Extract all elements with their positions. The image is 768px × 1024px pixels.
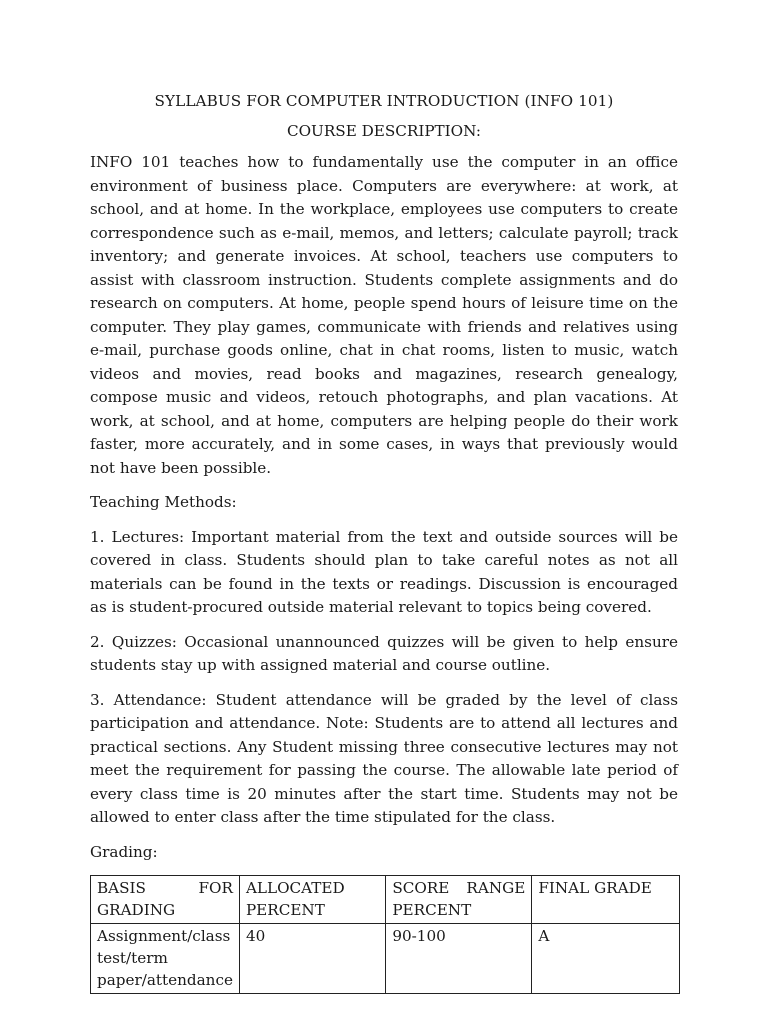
table-cell-final-grade: A — [532, 924, 680, 994]
course-description-paragraph: INFO 101 teaches how to fundamentally use the computer in an office environment of business place. Computers are everywhere: at work, at school, and at home. In the workplace, employees use computers to create correspondence such as e-mail, memos, and letters; calculate payroll; track inventory; and generate invoices. At school, teachers use computers to assist with classroom instruction. Students complete assignments and do research on computers. At home, people spend hours of leisure time on the computer. They play games, communicate with friends and relatives using e-mail, purchase goods online, chat in chat rooms, listen to music, watch videos and movies, read books and magazines, research genealogy, compose music and videos, retouch photographs, and plan vacations. At work, at school, and at home, computers are helping people do their work faster, more accurately, and in some cases, in ways that previously would not have been possible. — [90, 153, 678, 477]
syllabus-page — [90, 90, 678, 994]
section-heading-course-description: COURSE DESCRIPTION: — [286, 121, 481, 140]
document-title: SYLLABUS FOR COMPUTER INTRODUCTION (INFO 101) — [154, 92, 614, 110]
column-header-basis: BASIS FOR GRADING — [91, 876, 240, 924]
method-attendance-paragraph: 3. Attendance: Student attendance will be graded by the level of class participation and attendance. Note: Students are to attend all lectures and practical sections. Any Student missing three consecutive lectures may not meet the requirement for passing the course. The allowable late period of every class time is 20 minutes after the start time. Students may not be allowed to enter class after the time stipulated for the class. — [90, 690, 678, 826]
column-header-final-grade: FINAL GRADE — [532, 876, 680, 924]
table-cell-basis: Assignment/class test/term paper/attendance — [91, 924, 240, 994]
grading-table-header-row — [91, 876, 680, 924]
section-heading-teaching-methods: Teaching Methods: — [90, 493, 237, 511]
column-header-allocated: ALLOCATED PERCENT — [239, 876, 385, 924]
section-heading-grading: Grading: — [90, 842, 158, 861]
method-quizzes-paragraph: 2. Quizzes: Occasional unannounced quizzes will be given to help ensure students stay up with assigned material and course outline. — [90, 632, 678, 674]
column-header-score-range: SCORE RANGE PERCENT — [386, 876, 532, 924]
table-row — [91, 924, 680, 994]
table-cell-score-range: 90-100 — [386, 924, 532, 994]
table-cell-allocated: 40 — [239, 924, 385, 994]
grading-table — [90, 875, 680, 994]
method-lectures-paragraph: 1. Lectures: Important material from the text and outside sources will be covered in class. Students should plan to take careful notes as not all materials can be found in the texts or readings. Discussion is encouraged as is student-procured outside material relevant to topics being covered. — [90, 527, 678, 616]
